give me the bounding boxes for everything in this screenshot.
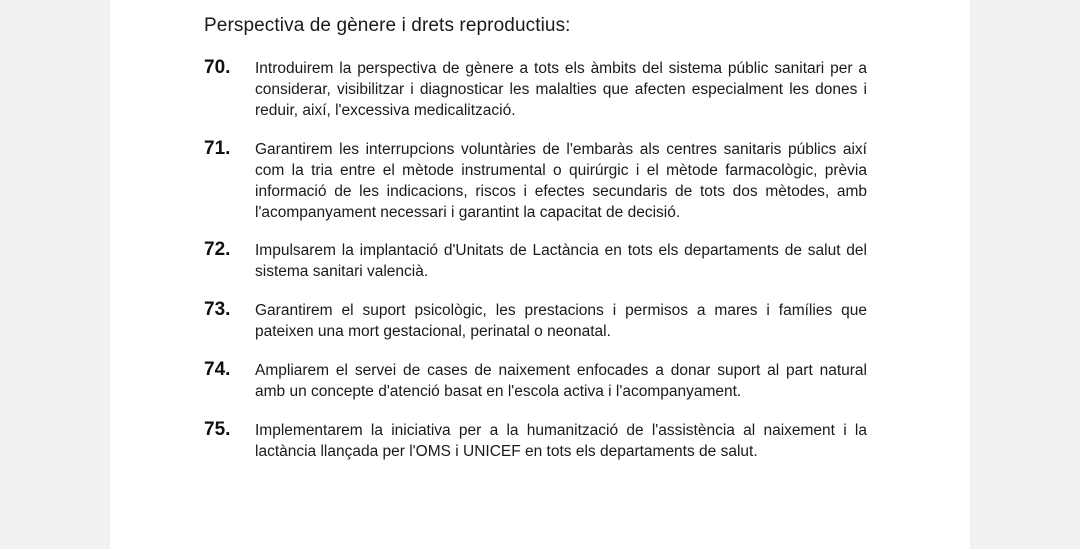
item-text: Garantirem les interrupcions voluntàries de l'embaràs als centres sanitaris públics així com la tria entre el mètode instrumental o quirúrgic i el mètode farmacològic, prèvia informació de les indicacions, riscos i efectes secundaris de tots dos mètodes, amb l'acompanyament necessari i garantint la capacitat de decisió. — [255, 141, 867, 221]
item-number: 72. — [204, 239, 231, 260]
item-text: Introduirem la perspectiva de gènere a tots els àmbits del sistema públic sanitari per a considerar, visibilitzar i diagnosticar les malalties que afecten especialment les dones i reduir, així, l'excessiva medicalització. — [255, 60, 867, 119]
item-text: Impulsarem la implantació d'Unitats de Lactància en tots els departaments de salut del sistema sanitari valencià. — [255, 242, 867, 280]
section-title: Perspectiva de gènere i drets reproductius: — [204, 15, 571, 36]
item-text: Garantirem el suport psicològic, les prestacions i permisos a mares i famílies que pateixen una mort gestacional, perinatal o neonatal. — [255, 302, 867, 340]
item-number: 70. — [204, 57, 231, 78]
item-text: Implementarem la iniciativa per a la humanització de l'assistència al naixement i la lactància llançada per l'OMS i UNICEF en tots els departaments de salut. — [255, 422, 867, 460]
item-text: Ampliarem el servei de cases de naixement enfocades a donar suport al part natural amb un concepte d'atenció basat en l'escola activa i l'acompanyament. — [255, 362, 867, 400]
document-page — [110, 0, 970, 549]
item-number: 71. — [204, 138, 231, 159]
item-number: 75. — [204, 419, 231, 440]
item-number: 73. — [204, 299, 231, 320]
item-number: 74. — [204, 359, 231, 380]
